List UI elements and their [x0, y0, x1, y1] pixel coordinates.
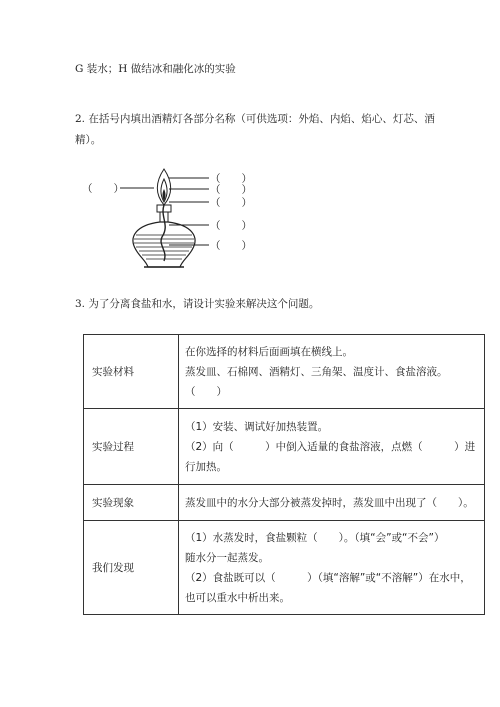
experiment-table	[83, 334, 485, 615]
blank-left: （ ）	[82, 183, 124, 195]
content-line: 蒸发皿中的水分大部分被蒸发掉时，蒸发皿中出现了（ ）。	[185, 496, 474, 509]
row-label: 我们发现	[84, 521, 179, 615]
row-content	[179, 485, 485, 521]
content-line: 也可以重水中析出来。	[185, 591, 290, 604]
row-label: 实验现象	[84, 485, 179, 521]
content-line: 在你选择的材料后面画填在横线上。	[185, 345, 353, 358]
content-line: （1）水蒸发时，食盐颗粒（ ）。（填“会”或“不会”）	[185, 531, 445, 544]
content-line: 行加热。	[185, 460, 227, 473]
blank-right-4: （ ）	[210, 220, 252, 232]
alcohol-lamp-diagram	[76, 165, 266, 275]
text-line-intro: G 装水；H 做结冰和融化冰的实验	[75, 63, 236, 75]
question-2-text-cont: 精）。	[75, 134, 102, 146]
content-line: （ ）	[185, 385, 227, 398]
table-row	[84, 409, 485, 485]
blank-right-5: （ ）	[210, 240, 252, 252]
blank-right-3: （ ）	[210, 197, 252, 209]
table-row	[84, 485, 485, 521]
table-row	[84, 335, 485, 409]
content-line: 蒸发皿、石棉网、酒精灯、三角架、温度计、食盐溶液。	[185, 365, 448, 378]
blank-right-1: （ ）	[210, 173, 252, 185]
content-line: 随水分一起蒸发。	[185, 551, 269, 564]
row-label: 实验过程	[84, 409, 179, 485]
blank-right-2: （ ）	[210, 184, 252, 196]
content-line: （1）安装、调试好加热装置。	[185, 420, 329, 433]
question-3-title: 3. 为了分离食盐和水，请设计实验来解决这个问题。	[75, 298, 320, 310]
table-row	[84, 521, 485, 615]
content-line: （2）向（ ）中倒入适量的食盐溶液，点燃（ ）进	[185, 440, 476, 453]
row-content	[179, 409, 485, 485]
row-content	[179, 521, 485, 615]
row-label: 实验材料	[84, 335, 179, 409]
content-line: （2）食盐既可以（ ）（填“溶解”或“不溶解”）在水中，	[185, 571, 471, 584]
question-2-text: 2. 在括号内填出酒精灯各部分名称（可供选项：外焰、内焰、焰心、灯芯、酒	[75, 113, 435, 125]
row-content	[179, 335, 485, 409]
